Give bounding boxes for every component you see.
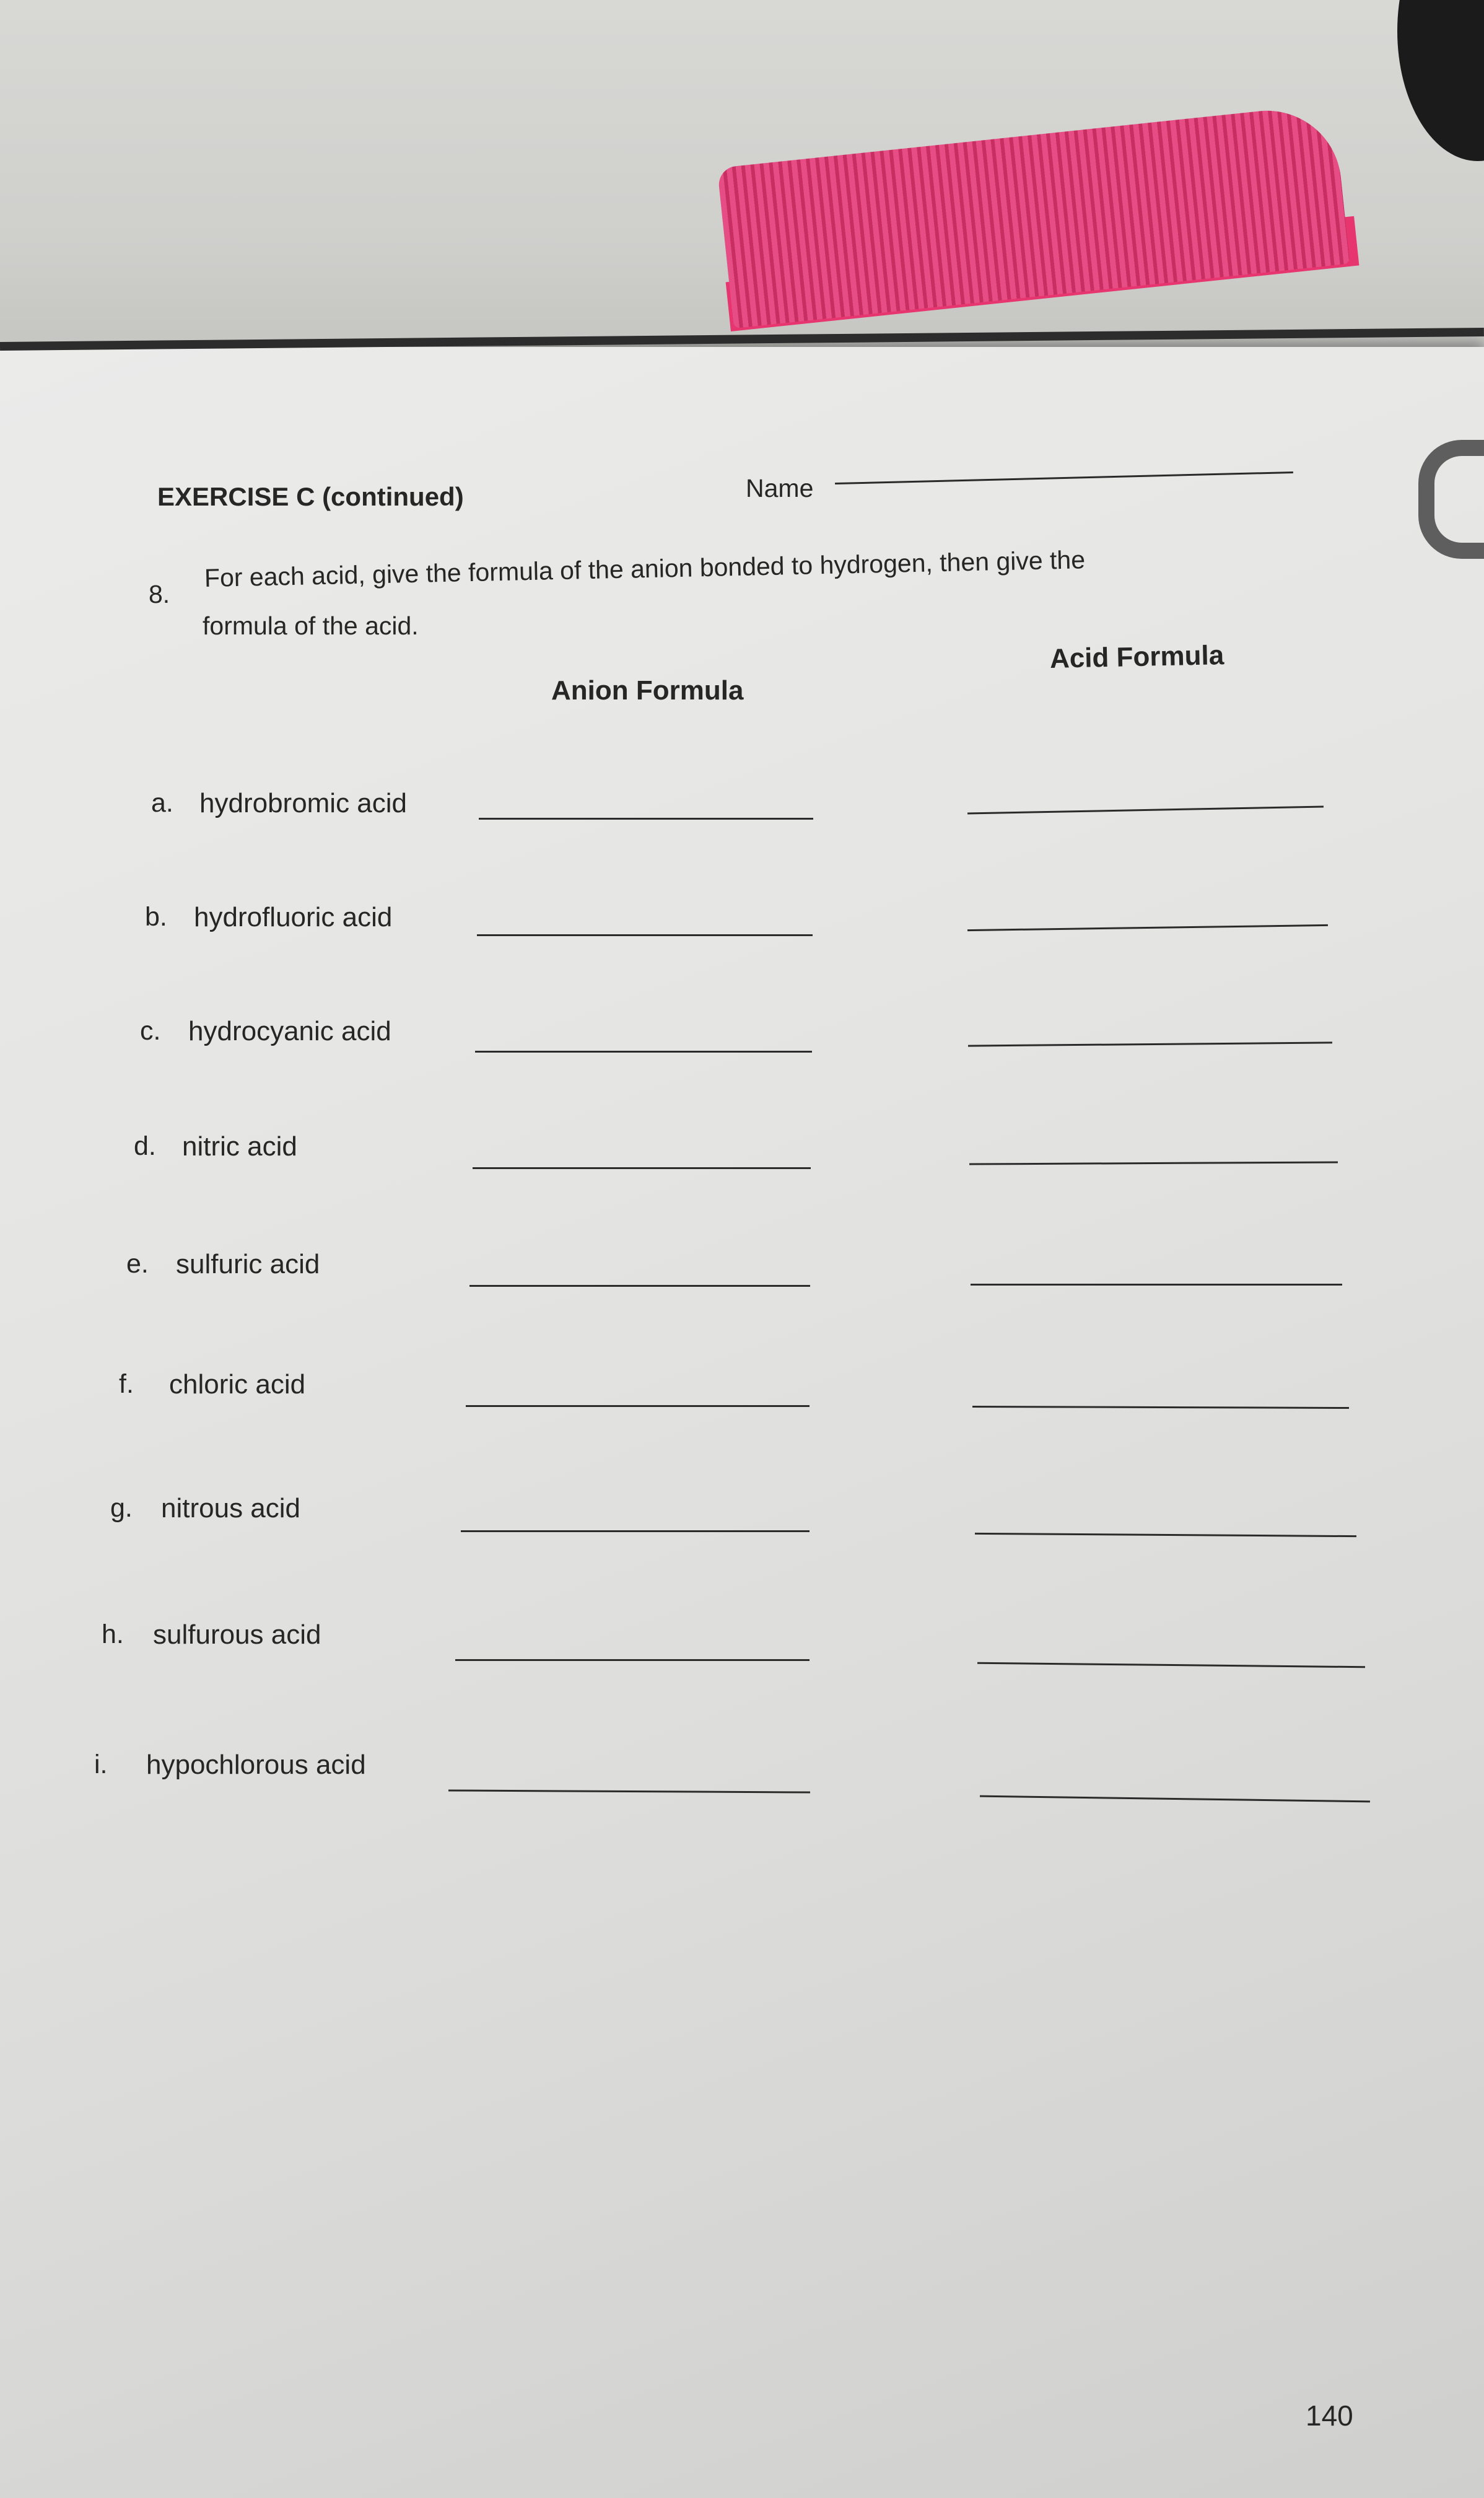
anion-answer-line[interactable]: [473, 1167, 811, 1169]
acid-name: nitrous acid: [161, 1493, 301, 1523]
acid-answer-line[interactable]: [975, 1533, 1356, 1537]
acid-name: hydrocyanic acid: [188, 1016, 391, 1046]
acid-answer-line[interactable]: [977, 1662, 1365, 1668]
acid-answer-line[interactable]: [971, 1284, 1342, 1286]
acid-answer-line[interactable]: [972, 1406, 1349, 1409]
acid-name: sulfurous acid: [153, 1619, 321, 1650]
acid-name: sulfuric acid: [176, 1249, 320, 1279]
acid-answer-line[interactable]: [980, 1795, 1370, 1803]
question-text-line2: formula of the acid.: [203, 611, 419, 640]
anion-answer-line[interactable]: [466, 1405, 810, 1407]
acid-row: [0, 1369, 1484, 1425]
anion-answer-line[interactable]: [479, 818, 813, 820]
item-letter: i.: [94, 1750, 108, 1779]
question-text-line1: For each acid, give the formula of the anion bonded to hydrogen, then give the: [204, 545, 1086, 592]
acid-answer-line[interactable]: [967, 805, 1324, 814]
acid-answer-line[interactable]: [969, 1161, 1338, 1165]
acid-name: chloric acid: [169, 1369, 306, 1400]
item-letter: b.: [145, 902, 167, 932]
item-letter: g.: [110, 1493, 133, 1523]
acid-row: [0, 1249, 1484, 1305]
acid-row: [0, 1750, 1484, 1805]
anion-answer-line[interactable]: [475, 1051, 812, 1053]
acid-answer-line[interactable]: [967, 924, 1328, 931]
anion-answer-line[interactable]: [455, 1659, 810, 1661]
binder-ring: [1418, 440, 1484, 559]
item-letter: h.: [102, 1619, 124, 1649]
name-label: Name: [746, 474, 814, 502]
anion-answer-line[interactable]: [469, 1285, 810, 1287]
acid-name: hypochlorous acid: [146, 1750, 366, 1780]
acid-row: [0, 1493, 1484, 1549]
exercise-title: EXERCISE C (continued): [157, 482, 464, 511]
acid-name: hydrofluoric acid: [194, 902, 393, 932]
anion-answer-line[interactable]: [461, 1530, 810, 1532]
acid-row: [0, 1619, 1484, 1675]
acid-name: hydrobromic acid: [199, 788, 408, 818]
item-letter: c.: [140, 1016, 161, 1046]
item-letter: e.: [126, 1249, 149, 1279]
page-number: 140: [1306, 2399, 1353, 2432]
anion-answer-line[interactable]: [477, 934, 813, 936]
acid-row: [0, 902, 1484, 958]
question-number: 8.: [149, 580, 170, 608]
acid-name: nitric acid: [182, 1131, 297, 1162]
item-letter: a.: [151, 788, 173, 818]
anion-formula-header: Anion Formula: [551, 675, 744, 706]
item-letter: f.: [119, 1369, 134, 1399]
acid-row: [0, 1131, 1484, 1187]
acid-row: [0, 1016, 1484, 1072]
acid-row: [0, 788, 1484, 844]
anion-answer-line[interactable]: [448, 1789, 810, 1793]
acid-formula-header: Acid Formula: [1049, 640, 1224, 674]
acid-answer-line[interactable]: [968, 1041, 1332, 1046]
item-letter: d.: [134, 1131, 156, 1161]
